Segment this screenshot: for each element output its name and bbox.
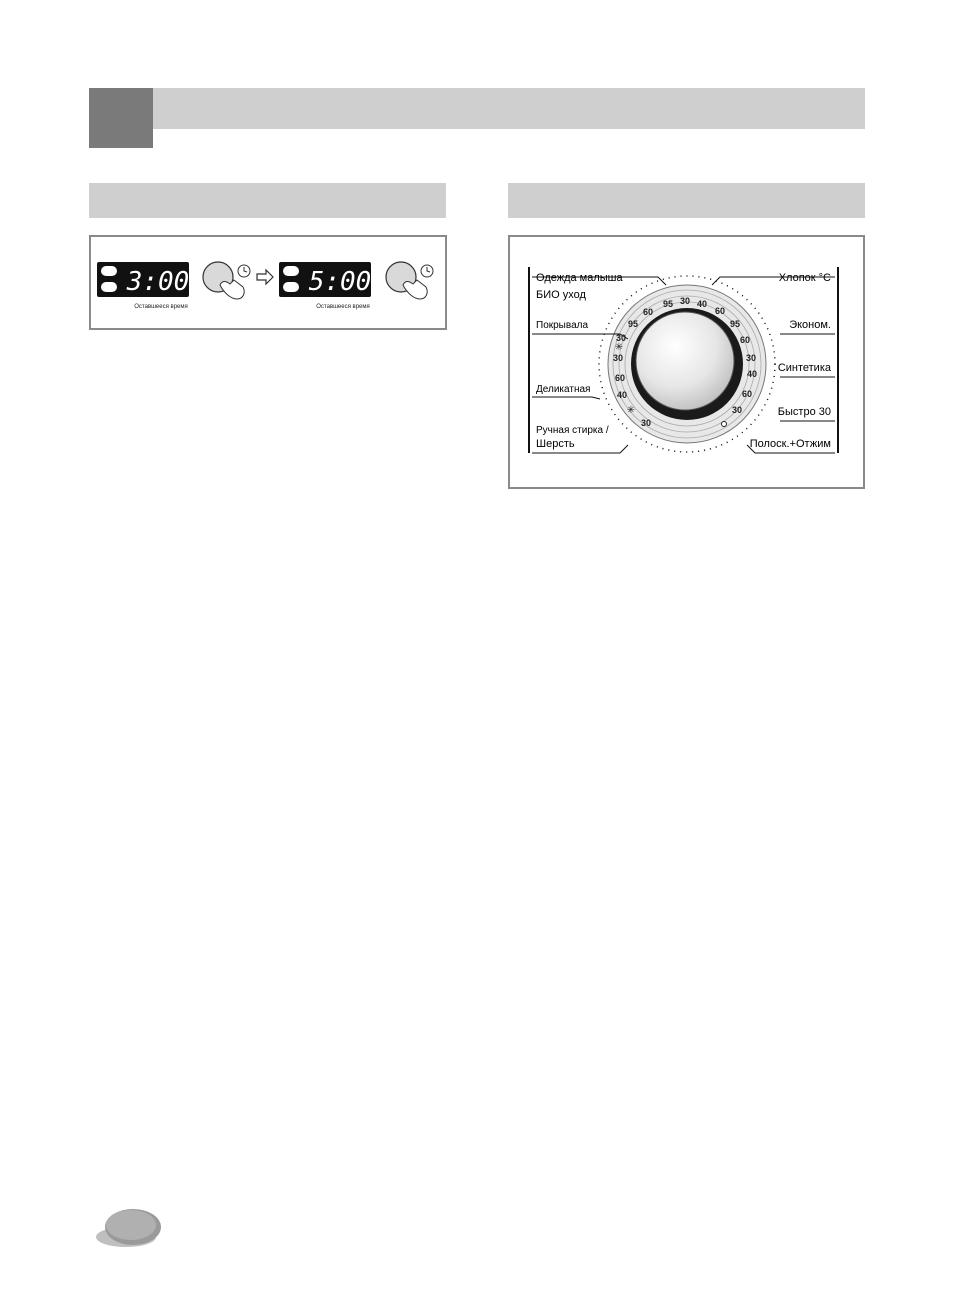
display-panel — [89, 235, 447, 330]
svg-text:60: 60 — [741, 389, 753, 399]
page-number-badge — [96, 1203, 162, 1253]
arrow-right-icon — [257, 270, 273, 284]
svg-text:30: 30 — [615, 333, 627, 343]
remaining-label-1: Оставшееся время — [134, 304, 188, 310]
svg-text:30: 30 — [745, 353, 757, 363]
svg-text:30: 30 — [640, 418, 652, 428]
display-illustration — [91, 237, 445, 328]
dot-icon — [722, 422, 727, 427]
svg-text:95: 95 — [627, 319, 639, 329]
lcd-after-time: 5:00 — [308, 267, 372, 297]
lcd-before-time: 3:00 — [126, 267, 190, 297]
svg-text:30: 30 — [612, 353, 624, 363]
svg-text:60: 60 — [714, 306, 726, 316]
program-wool: Шерсть — [536, 438, 575, 450]
play-pause-icon — [101, 282, 117, 292]
program-eco: Эконом. — [789, 319, 831, 331]
snowflake-icon: ✳ — [614, 342, 624, 353]
program-dial-illustration — [510, 237, 863, 487]
program-quick-30: Быстро 30 — [777, 406, 831, 418]
snowflake-icon: ✳ — [626, 405, 636, 416]
lcd-after — [279, 262, 371, 310]
hand-press-icon — [220, 280, 244, 299]
program-cotton: Хлопок °C — [778, 272, 831, 284]
section-marker — [89, 88, 153, 148]
lcd-before — [97, 262, 189, 310]
svg-text:95: 95 — [729, 319, 741, 329]
svg-text:40: 40 — [746, 369, 758, 379]
subsection-bar-left — [89, 183, 446, 218]
svg-text:60: 60 — [739, 335, 751, 345]
svg-text:95: 95 — [662, 299, 674, 309]
program-knob — [636, 312, 734, 410]
program-dial-panel — [508, 235, 865, 489]
section-title-bar — [153, 88, 865, 129]
program-rinse-spin: Полоск.+Отжим — [749, 438, 831, 450]
svg-text:40: 40 — [696, 299, 708, 309]
svg-text:30: 30 — [731, 405, 743, 415]
program-bedspreads: Покрывала — [536, 320, 589, 331]
knob-before — [203, 262, 250, 299]
cycle-icon — [101, 266, 117, 276]
subsection-bar-right — [508, 183, 865, 218]
svg-text:40: 40 — [616, 390, 628, 400]
svg-text:60: 60 — [642, 307, 654, 317]
program-hand-wash: Ручная стирка / — [536, 425, 609, 436]
program-delicate: Деликатная — [536, 384, 591, 395]
remaining-label-2: Оставшееся время — [316, 304, 370, 310]
program-baby-clothes: Одежда малыша — [536, 272, 623, 284]
svg-text:30: 30 — [679, 296, 691, 306]
knob-after — [386, 262, 433, 299]
svg-text:60: 60 — [614, 373, 626, 383]
program-synthetic: Синтетика — [777, 362, 831, 374]
program-bio-care: БИО уход — [536, 289, 586, 301]
